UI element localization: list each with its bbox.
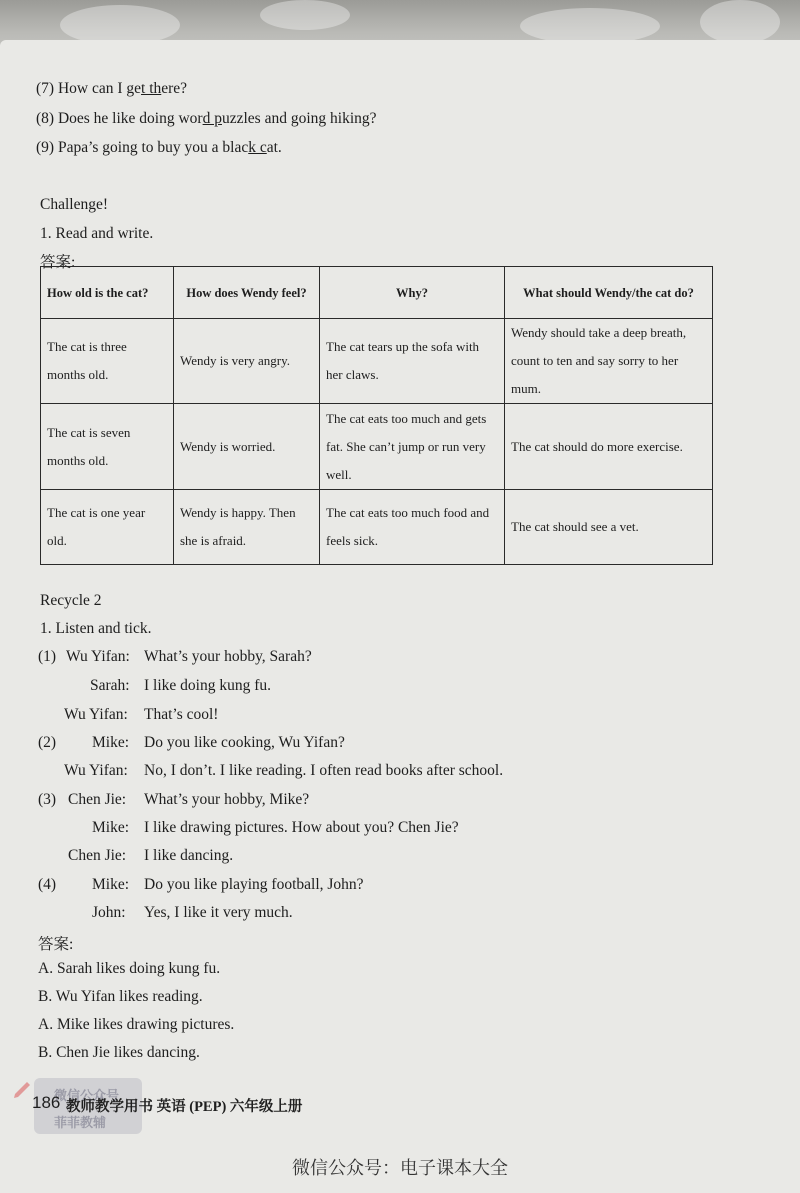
challenge-task: 1. Read and write. [40,225,154,242]
answer-table [40,266,713,565]
bottom-watermark: 微信公众号：电子课本大全 [292,1158,508,1179]
answer-item: B. Wu Yifan likes reading. [38,988,203,1005]
answer-item: A. Sarah likes doing kung fu. [38,960,221,977]
table-cell: Wendy is worried. [174,404,320,490]
dialogue-line: Do you like cooking, Wu Yifan? [144,734,345,751]
item-7: (7) How can I get there? [36,80,188,97]
dialogue-line: No, I don’t. I like reading. I often read books after school. [144,762,504,779]
dialogue-speaker: Wu Yifan: [64,762,128,779]
answer-item: B. Chen Jie likes dancing. [38,1044,200,1061]
watermark-text: 菲菲教辅 [54,1116,107,1131]
dialogue-line: Yes, I like it very much. [144,904,293,921]
dialogue-speaker: Wu Yifan: [64,706,128,723]
dialogue-speaker: Chen Jie: [68,847,127,864]
table-header: Why? [320,267,505,319]
dialogue-3-number: (3) [38,791,57,808]
table-header: How does Wendy feel? [174,267,320,319]
dialogue-line: That’s cool! [144,706,219,723]
answer-label-2: 答案: [38,936,74,953]
dialogue-speaker: Chen Jie: [68,791,127,808]
table-cell: The cat should do more exercise. [505,404,713,490]
dialogue-line: What’s your hobby, Mike? [144,791,310,808]
table-row [41,319,713,404]
dialogue-speaker: Mike: [92,876,130,893]
table-cell: The cat eats too much and gets fat. She can’t jump or run very well. [320,404,505,490]
table-cell: Wendy is very angry. [174,319,320,404]
table-row [41,490,713,565]
watermark-text: 微信公众号 [54,1089,120,1104]
dialogue-speaker: Mike: [92,734,130,751]
pencil-icon [10,1078,34,1102]
book-title: 教师教学用书 英语 (PEP) 六年级上册 [66,1099,303,1115]
table-cell: The cat is three months old. [41,319,174,404]
dialogue-speaker: Sarah: [90,677,130,694]
table-cell: Wendy should take a deep breath, count to ten and say sorry to her mum. [505,319,713,404]
table-cell: The cat is one year old. [41,490,174,565]
dialogue-speaker: John: [92,904,126,921]
answer-item: A. Mike likes drawing pictures. [38,1016,235,1033]
page-number: 186 [32,1093,61,1112]
table-cell: The cat is seven months old. [41,404,174,490]
table-row [41,404,713,490]
table-header-row [41,267,713,319]
answer-label: 答案: [40,254,76,271]
dialogue-line: What’s your hobby, Sarah? [144,648,312,665]
table-header: What should Wendy/the cat do? [505,267,713,319]
table-cell: Wendy is happy. Then she is afraid. [174,490,320,565]
dialogue-speaker: Mike: [92,819,130,836]
recycle-heading: Recycle 2 [40,592,102,609]
recycle-task: 1. Listen and tick. [40,620,152,637]
dialogue-2-number: (2) [38,734,57,751]
dialogue-line: Do you like playing football, John? [144,876,364,893]
table-cell: The cat eats too much food and feels sick. [320,490,505,565]
dialogue-1-number: (1) [38,648,57,665]
table-cell: The cat tears up the sofa with her claws. [320,319,505,404]
table-header: How old is the cat? [41,267,174,319]
dialogue-line: I like drawing pictures. How about you? Chen Jie? [144,819,459,836]
item-9: (9) Papa’s going to buy you a black cat. [36,139,282,156]
challenge-heading: Challenge! [40,196,109,213]
dialogue-line: I like doing kung fu. [144,677,271,694]
dialogue-line: I like dancing. [144,847,234,864]
table-cell: The cat should see a vet. [505,490,713,565]
dialogue-4-number: (4) [38,876,57,893]
dialogue-speaker: Wu Yifan: [66,648,130,665]
item-8: (8) Does he like doing word puzzles and going hiking? [36,110,377,127]
